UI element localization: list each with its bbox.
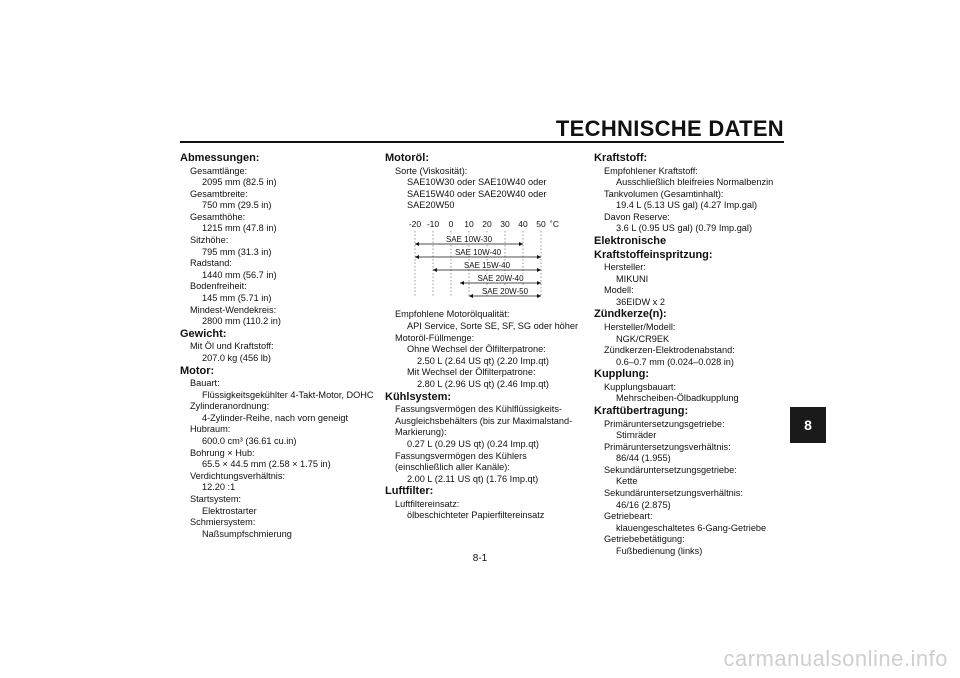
section-heading: Luftfilter: (385, 485, 434, 498)
spec-line: Motoröl-Füllmenge: (395, 332, 475, 343)
spec-line: klauengeschaltetes 6-Gang-Getriebe (616, 522, 767, 533)
watermark: carmanualsonline.info (723, 646, 948, 671)
spec-line: 3.6 L (0.95 US gal) (0.79 Imp.gal) (616, 223, 753, 234)
spec-line: Kupplungsbauart: (604, 381, 677, 392)
section-heading: Gewicht: (180, 327, 227, 340)
spec-line: 2800 mm (110.2 in) (202, 316, 281, 327)
column-right (594, 152, 784, 558)
spec-line: Davon Reserve: (604, 211, 670, 222)
spec-line: 207.0 kg (456 lb) (202, 352, 271, 363)
spec-line: 2.50 L (2.64 US qt) (2.20 Imp.qt) (417, 355, 549, 366)
band-arrow-left (415, 255, 419, 259)
spec-line: 145 mm (5.71 in) (202, 293, 272, 304)
section-heading: Zündkerze(n): (594, 308, 667, 321)
spec-line: Bauart: (190, 378, 220, 388)
spec-line: Zündkerzen-Elektrodenabstand: (604, 345, 735, 356)
spec-line: Mindest-Wendekreis: (190, 304, 277, 315)
spec-line: 750 mm (29.5 in) (202, 200, 272, 211)
section-heading: Motor: (180, 364, 215, 377)
band-arrow-right (537, 281, 541, 285)
spec-line: Fassungsvermögen des Kühlers (395, 450, 527, 461)
spec-line: Primäruntersetzungsgetriebe: (604, 418, 725, 429)
oil-cooling-air-section (385, 309, 585, 522)
column-left (180, 152, 375, 540)
oil-section (385, 152, 585, 212)
section-heading: Kraftstoff: (594, 152, 648, 164)
spec-line: 46/16 (2.875) (616, 499, 671, 510)
band-arrow-left (460, 281, 464, 285)
spec-line: NGK/CR9EK (616, 333, 670, 344)
temp-tick-label: 30 (500, 218, 510, 229)
spec-line: Gesamthöhe: (190, 211, 246, 222)
spec-line: 12.20 :1 (202, 482, 236, 493)
spec-line: Tankvolumen (Gesamtinhalt): (604, 188, 724, 199)
spec-line: Ausgleichsbehälters (bis zur Maximalstand- (395, 415, 573, 426)
spec-line: Hubraum: (190, 424, 231, 435)
spec-line: 0.6–0.7 mm (0.024–0.028 in) (616, 356, 734, 367)
temp-tick-label: 50 (536, 218, 546, 229)
spec-line: Ausschließlich bleifreies Normalbenzin (616, 177, 774, 188)
spec-line: MIKUNI (616, 273, 649, 284)
temp-tick-label: 40 (518, 218, 528, 229)
spec-line: 4-Zylinder-Reihe, nach vorn geneigt (202, 412, 349, 423)
spec-line: Sitzhöhe: (190, 235, 229, 246)
spec-line: Mehrscheiben-Ölbadkupplung (616, 393, 739, 404)
spec-line: Hersteller: (604, 262, 646, 273)
spec-line: Schmiersystem: (190, 517, 256, 528)
spec-line: Modell: (604, 285, 634, 296)
band-arrow-right (537, 294, 541, 298)
section-heading: Kraftübertragung: (594, 405, 689, 417)
spec-line: 36EIDW x 2 (616, 296, 666, 307)
spec-line: 0.27 L (0.29 US qt) (0.24 Imp.qt) (407, 438, 539, 449)
spec-line: 19.4 L (5.13 US gal) (4.27 Imp.gal) (616, 200, 758, 211)
spec-line: Ohne Wechsel der Ölfilterpatrone: (407, 344, 546, 355)
spec-line: Stirnräder (616, 430, 657, 441)
spec-line: 2.80 L (2.96 US qt) (2.46 Imp.qt) (417, 379, 549, 390)
band-arrow-right (537, 268, 541, 272)
spec-line: Empfohlener Kraftstoff: (604, 165, 698, 176)
column-middle (385, 152, 585, 522)
band-label: SAE 20W-40 (477, 273, 524, 283)
spec-line: 600.0 cm³ (36.61 cu.in) (202, 435, 297, 446)
section-heading: Kühlsystem: (385, 390, 452, 403)
spec-line: Fassungsvermögen des Kühlflüssigkeits- (395, 404, 562, 415)
section-heading: Kupplung: (594, 368, 649, 381)
spec-line: Fußbedienung (links) (616, 546, 703, 557)
spec-line: (einschließlich aller Kanäle): (395, 462, 510, 473)
spec-line: Hersteller/Modell: (604, 321, 676, 332)
band-label: SAE 10W-40 (454, 247, 502, 257)
spec-line: 2095 mm (82.5 in) (202, 177, 277, 188)
band-label: SAE 15W-40 (463, 260, 511, 270)
band-label: SAE 10W-30 (445, 234, 493, 244)
spec-line: Startsystem: (190, 493, 242, 504)
section-heading: Motoröl: (385, 152, 429, 164)
spec-line: Radstand: (190, 258, 232, 269)
spec-line: Sekundäruntersetzungsgetriebe: (604, 464, 737, 475)
section-heading: Elektronische Kraftstoffeinspritzung: (594, 235, 713, 261)
page-number: 8-1 (472, 553, 488, 564)
spec-line: 1440 mm (56.7 in) (202, 269, 277, 280)
temp-tick-label: 0 (448, 218, 454, 229)
spec-line: Markierung): (395, 427, 447, 438)
spec-line: 1215 mm (47.8 in) (202, 223, 277, 234)
spec-line: 2.00 L (2.11 US qt) (1.76 Imp.qt) (407, 473, 539, 484)
chapter-tab[interactable]: 8 (790, 407, 826, 443)
spec-line: Bodenfreiheit: (190, 281, 247, 292)
viscosity-chart (405, 218, 575, 300)
spec-line: Getriebebetätigung: (604, 534, 685, 545)
spec-line: Primäruntersetzungsverhältnis: (604, 441, 731, 452)
spec-line: Luftfiltereinsatz: (395, 498, 460, 509)
band-arrow-left (415, 242, 419, 246)
band-label: SAE 20W-50 (481, 286, 529, 296)
temp-tick-label: 10 (464, 218, 474, 229)
band-arrow-left (433, 268, 437, 272)
spec-line: Sekundäruntersetzungsverhältnis: (604, 488, 743, 499)
spec-line: 65.5 × 44.5 mm (2.58 × 1.75 in) (202, 459, 331, 470)
temp-tick-label: -20 (408, 218, 422, 229)
section-heading: Abmessungen: (180, 152, 260, 164)
spec-line: Sorte (Viskosität): (395, 165, 468, 176)
title-rule (180, 141, 784, 143)
band-arrow-right (537, 255, 541, 259)
spec-line: Gesamtlänge: (190, 165, 248, 176)
spec-line: Kette (616, 476, 638, 487)
temp-unit: ˚C (550, 218, 559, 229)
spec-line: Getriebeart: (604, 511, 653, 522)
spec-line: Verdichtungsverhältnis: (190, 470, 285, 481)
spec-line: Bohrung × Hub: (190, 447, 255, 458)
spec-line: Zylinderanordnung: (190, 401, 270, 412)
spec-line: 795 mm (31.3 in) (202, 246, 272, 257)
band-arrow-right (519, 242, 523, 246)
spec-line: Mit Wechsel der Ölfilterpatrone: (407, 367, 536, 378)
temp-tick-label: 20 (482, 218, 492, 229)
spec-line: 86/44 (1.955) (616, 453, 671, 464)
band-arrow-left (469, 294, 473, 298)
spec-line: SAE10W30 oder SAE10W40 oder (407, 177, 547, 188)
temp-tick-label: -10 (426, 218, 440, 229)
spec-line: Elektrostarter (202, 505, 257, 516)
spec-line: Mit Öl und Kraftstoff: (190, 341, 274, 352)
spec-line: Empfohlene Motorölqualität: (395, 309, 510, 320)
spec-line: SAE20W50 (407, 200, 455, 211)
spec-line: API Service, Sorte SE, SF, SG oder höher (407, 321, 579, 332)
spec-line: ölbeschichteter Papierfiltereinsatz (407, 510, 545, 521)
page-title: TECHNISCHE DATEN (555, 116, 784, 141)
spec-line: Flüssigkeitsgekühlter 4-Takt-Motor, DOHC (202, 389, 374, 400)
spec-line: Gesamtbreite: (190, 188, 248, 199)
spec-line: SAE15W40 oder SAE20W40 oder (407, 188, 547, 199)
spec-line: Naßsumpfschmierung (202, 528, 292, 539)
